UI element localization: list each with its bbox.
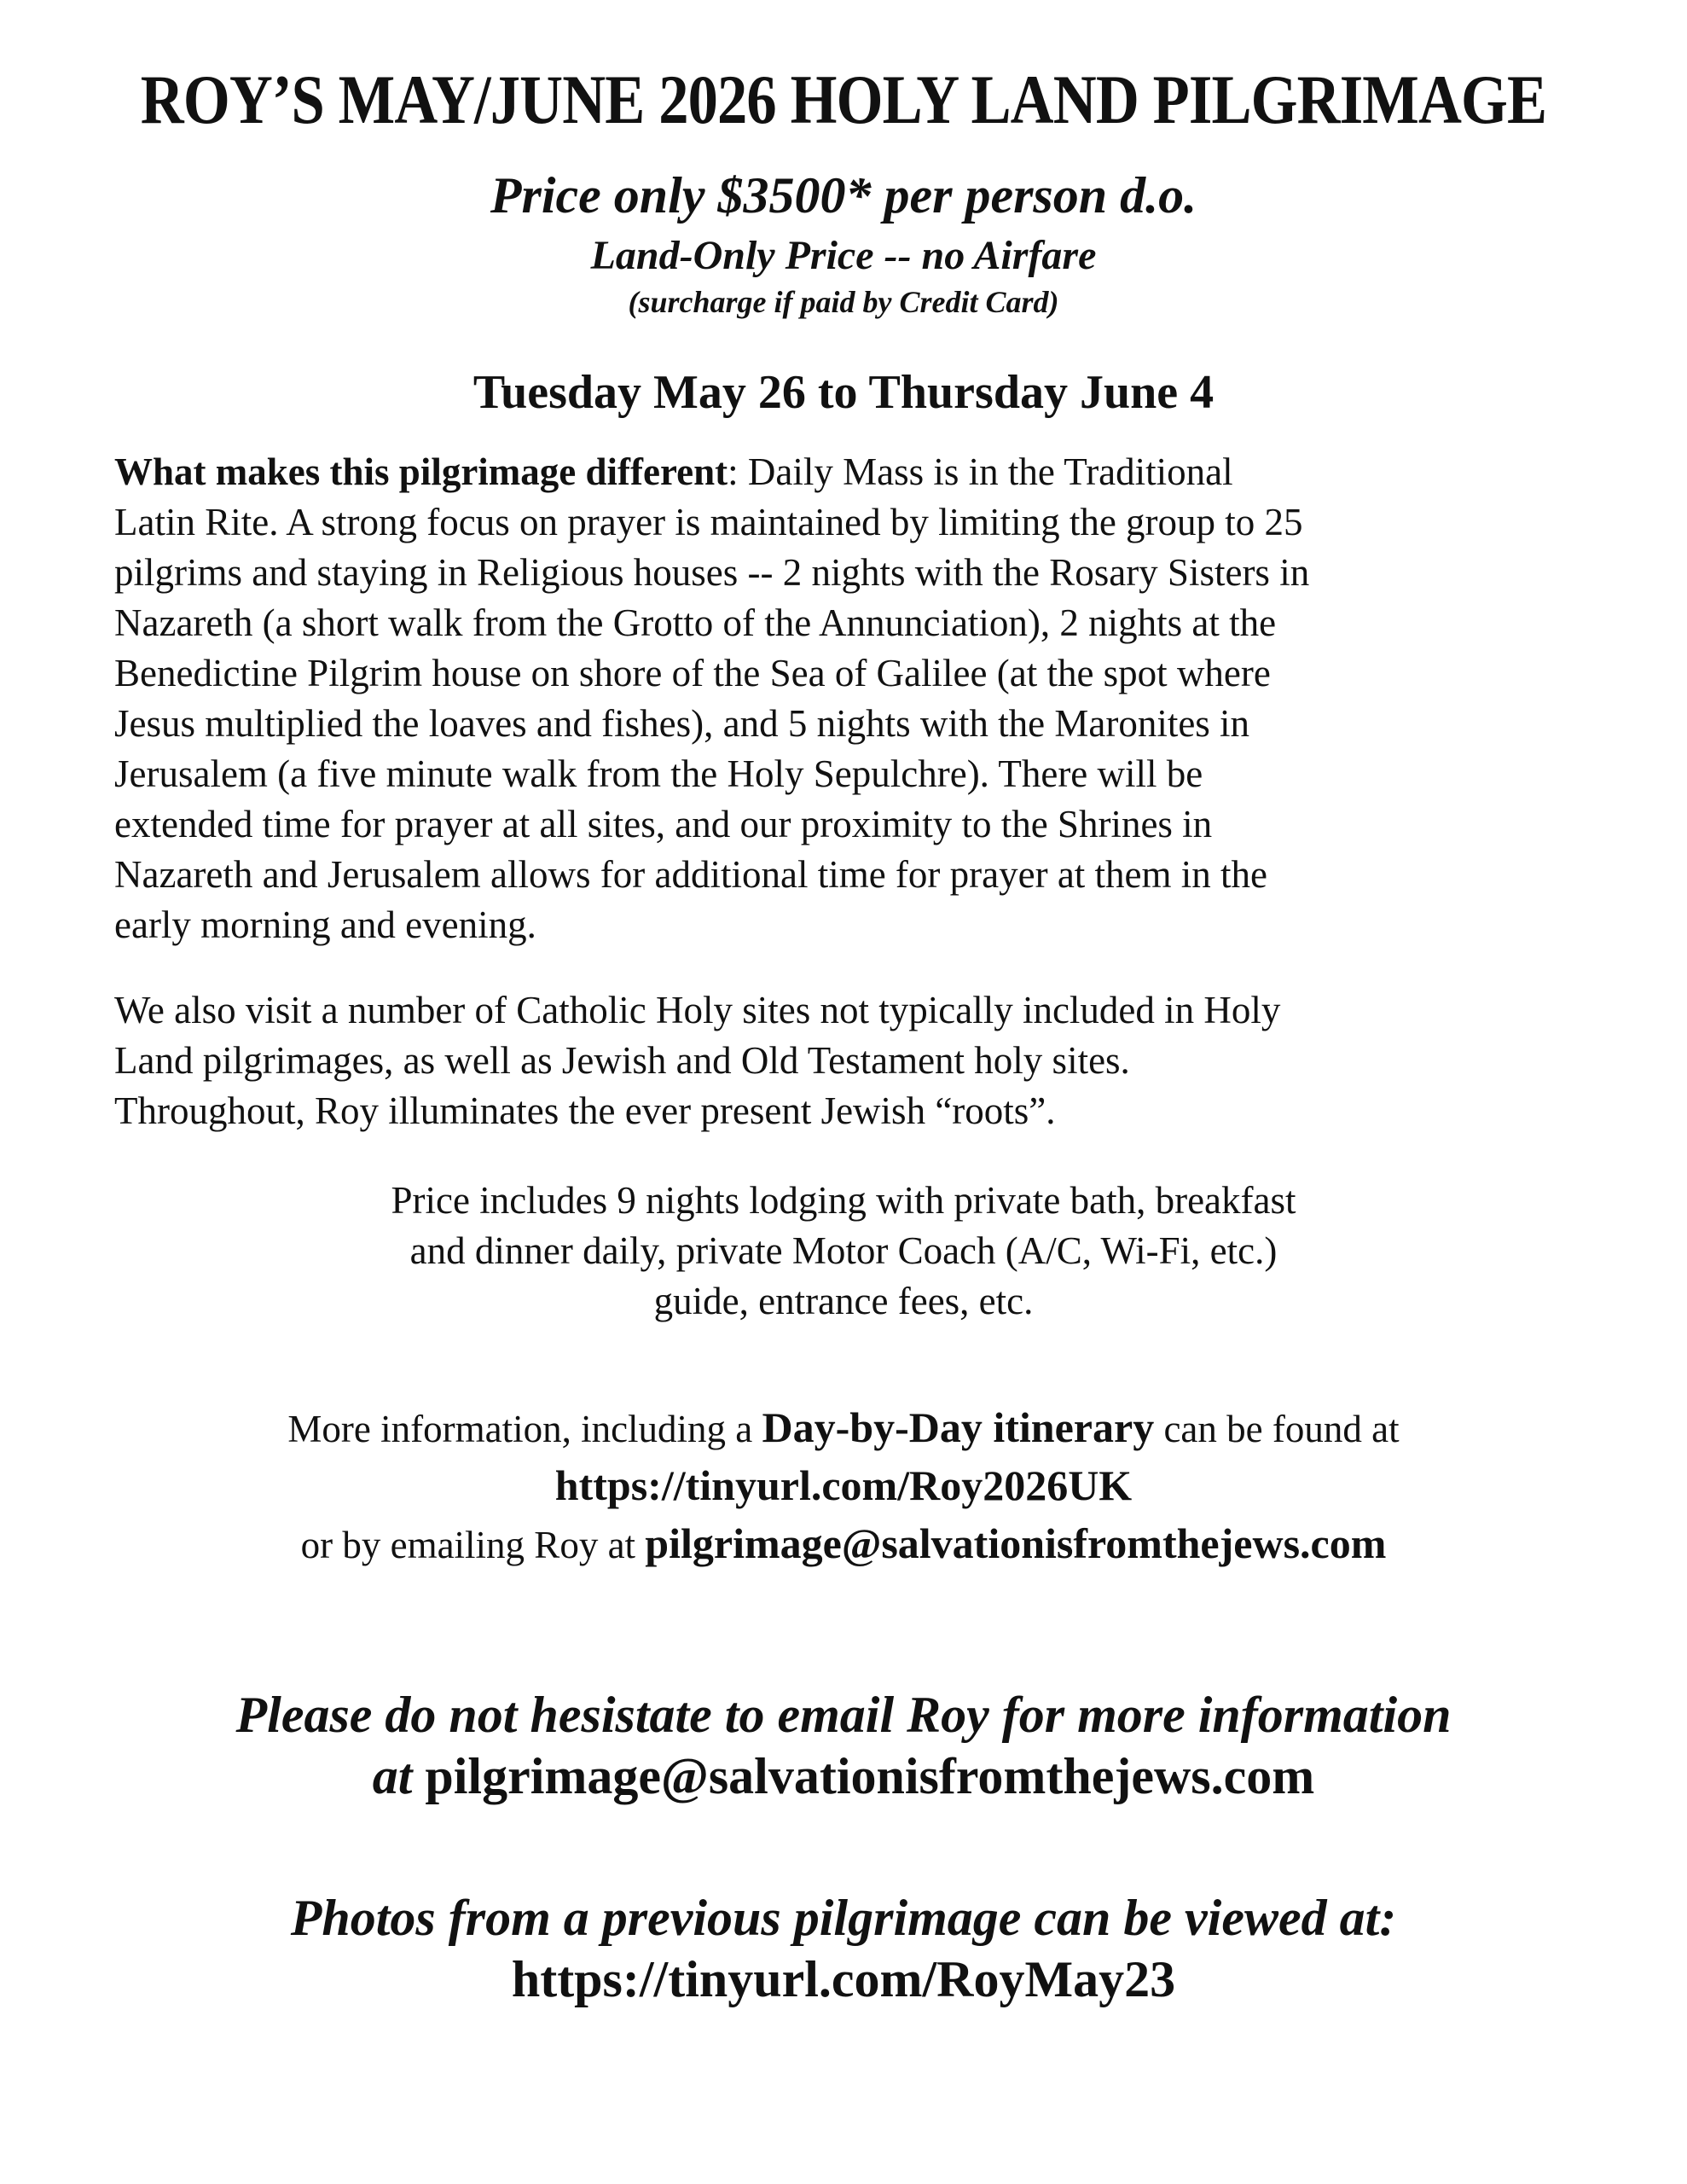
contact-email-link[interactable]: pilgrimage@salvationisfromthejews.com [425, 1748, 1315, 1804]
contact-at: at [372, 1748, 426, 1804]
difference-line: Benedictine Pilgrim house on shore of the Sea of Galilee (at the spot where [114, 652, 1271, 694]
surcharge-line: (surcharge if paid by Credit Card) [628, 285, 1059, 319]
more-info-prefix: More information, including a [287, 1408, 762, 1450]
photos-note [0, 1887, 1687, 2010]
visits-paragraph [114, 985, 1590, 1136]
dates-line: Tuesday May 26 to Thursday June 4 [472, 366, 1215, 419]
price-line: Price only $3500* per person d.o. [490, 167, 1197, 224]
email-link[interactable]: pilgrimage@salvationisfromthejews.com [645, 1519, 1387, 1567]
visits-line: We also visit a number of Catholic Holy sites not typically included in Holy [114, 989, 1281, 1031]
includes-line: guide, entrance fees, etc. [653, 1280, 1034, 1322]
difference-lead: What makes this pilgrimage different [114, 450, 728, 493]
photos-url-link[interactable]: https://tinyurl.com/RoyMay23 [511, 1951, 1176, 2007]
more-information [0, 1399, 1687, 1573]
difference-line: Nazareth and Jerusalem allows for additional time for prayer at them in the [114, 853, 1267, 896]
visits-line: Land pilgrimages, as well as Jewish and Old Testament holy sites. [114, 1039, 1130, 1082]
itinerary-url-link[interactable]: https://tinyurl.com/Roy2026UK [554, 1461, 1133, 1509]
itinerary-url-line [0, 1457, 1687, 1515]
includes-line: and dinner daily, private Motor Coach (A/C, Wi-Fi, etc.) [409, 1229, 1278, 1272]
difference-line: early morning and evening. [114, 903, 536, 946]
photos-url-line [0, 1949, 1687, 2010]
itinerary-label: Day-by-Day itinerary [762, 1403, 1155, 1451]
contact-line2 [0, 1745, 1687, 1807]
difference-line: Latin Rite. A strong focus on prayer is maintained by limiting the group to 25 [114, 501, 1303, 543]
difference-line: extended time for prayer at all sites, and our proximity to the Shrines in [114, 803, 1213, 845]
contact-note [0, 1684, 1687, 1807]
includes-line: Price includes 9 nights lodging with private bath, breakfast [391, 1179, 1296, 1222]
photos-line1: Photos from a previous pilgrimage can be viewed at: [290, 1890, 1397, 1946]
difference-paragraph [114, 447, 1590, 950]
difference-line: Jerusalem (a five minute walk from the Holy Sepulchre). There will be [114, 752, 1203, 795]
land-only-line: Land-Only Price -- no Airfare [590, 233, 1097, 278]
difference-line [114, 447, 1590, 497]
difference-line: Nazareth (a short walk from the Grotto of the Annunciation), 2 nights at the [114, 601, 1277, 644]
contact-line1: Please do not hesistate to email Roy for more information [235, 1687, 1452, 1743]
email-prefix: or by emailing Roy at [300, 1524, 646, 1566]
visits-line: Throughout, Roy illuminates the ever present Jewish “roots”. [114, 1089, 1056, 1132]
difference-line: pilgrims and staying in Religious houses -- 2 nights with the Rosary Sisters in [114, 551, 1310, 594]
email-line [0, 1515, 1687, 1573]
more-info-suffix: can be found at [1154, 1408, 1400, 1450]
more-info-line [0, 1399, 1687, 1457]
price-includes [0, 1176, 1687, 1327]
flyer-title: ROY’S MAY/JUNE 2026 HOLY LAND PILGRIMAGE [140, 61, 1547, 138]
difference-line: Jesus multiplied the loaves and fishes), and 5 nights with the Maronites in [114, 702, 1250, 745]
difference-line1-rest: : Daily Mass is in the Traditional [728, 450, 1233, 493]
